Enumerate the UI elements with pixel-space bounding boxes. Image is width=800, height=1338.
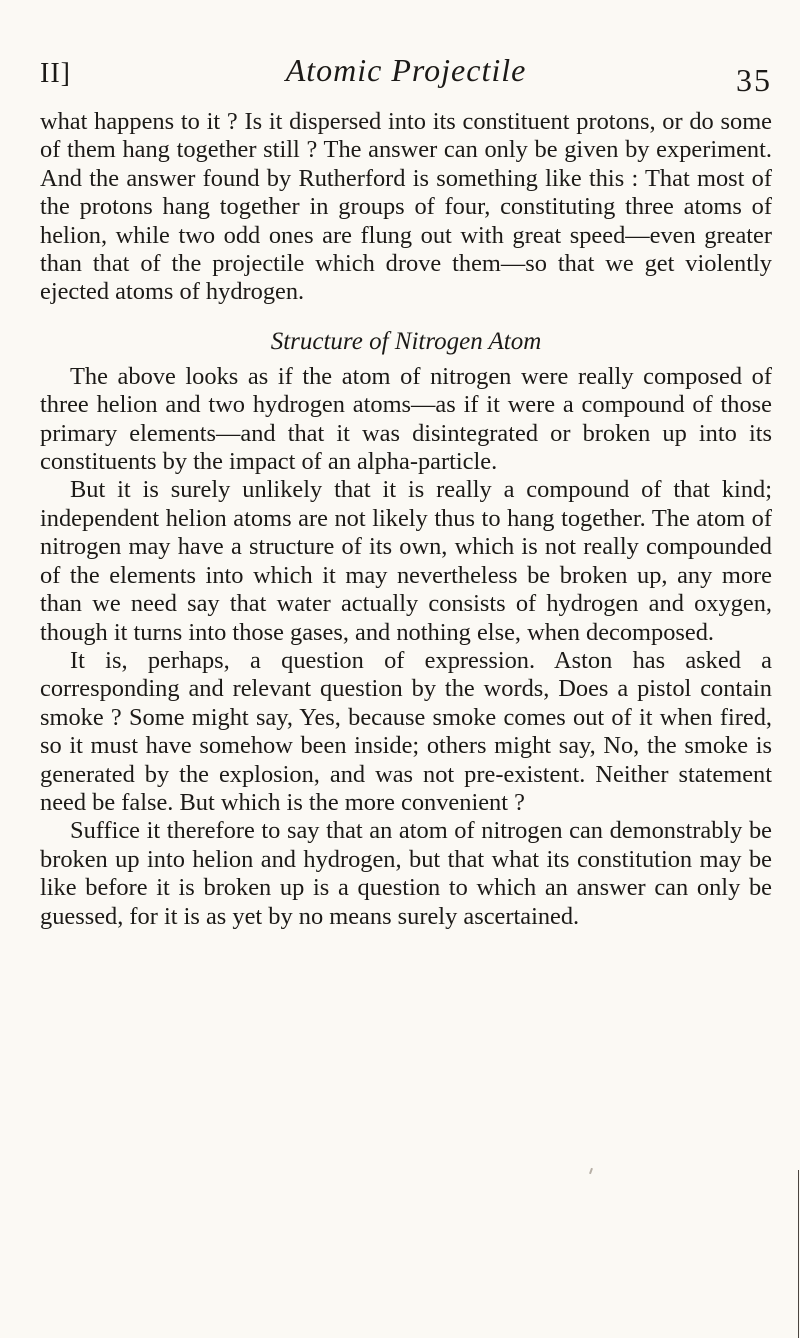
body-text — [40, 108, 772, 931]
page-number: 35 — [736, 62, 772, 98]
paragraph: The above looks as if the atom of nitrogen were really composed of three helion and two hydrogen atoms—as if it were a compound of those primary elements—and that it was disintegrated or broken up into its constituents by the impact of an alpha-particle. — [40, 362, 772, 476]
paragraph: But it is surely unlikely that it is really a compound of that kind; independent helion atoms are not likely thus to hang together. The atom of nitrogen may have a structure of its own, which is not really compounded of the elements into which it may nevertheless be broken up, any more than we need say that water actually consists of hydrogen and oxygen, though it turns into those gases, and nothing else, when decomposed. — [40, 476, 772, 646]
paragraph: Suffice it therefore to say that an atom of nitrogen can demonstrably be broken up into helion and hydrogen, but that what its constitution may be like before it is broken up is a question to which an answer can only be guessed, for it is as yet by no means surely ascertained. — [40, 817, 772, 930]
book-page — [40, 0, 772, 1338]
section-heading: Structure of Nitrogen Atom — [270, 327, 542, 355]
page-edge-line — [798, 1170, 799, 1338]
running-title: Atomic Projectile — [285, 52, 527, 88]
chapter-number: II] — [40, 58, 71, 89]
paragraph-continued: what happens to it ? Is it dispersed into its constituent protons, or do some of them hang together still ? The answer can only be given by experiment. And the answer found by Rutherford is something like this : That most of the protons hang together in groups of four, constituting three atoms of helion, while two odd ones are flung out with great speed—even greater than that of the projectile which drove them—so that we get violently ejected atoms of hydrogen. — [40, 108, 772, 306]
running-head — [40, 52, 772, 100]
paragraph: It is, perhaps, a question of expression. Aston has asked a corresponding and relevant question by the words, Does a pistol contain smoke ? Some might say, Yes, because smoke comes out of it when fired, so it must have somehow been inside; others might say, No, the smoke is generated by the explosion, and was not pre-existent. Neither statement need be false. But which is the more convenient ? — [40, 646, 772, 816]
